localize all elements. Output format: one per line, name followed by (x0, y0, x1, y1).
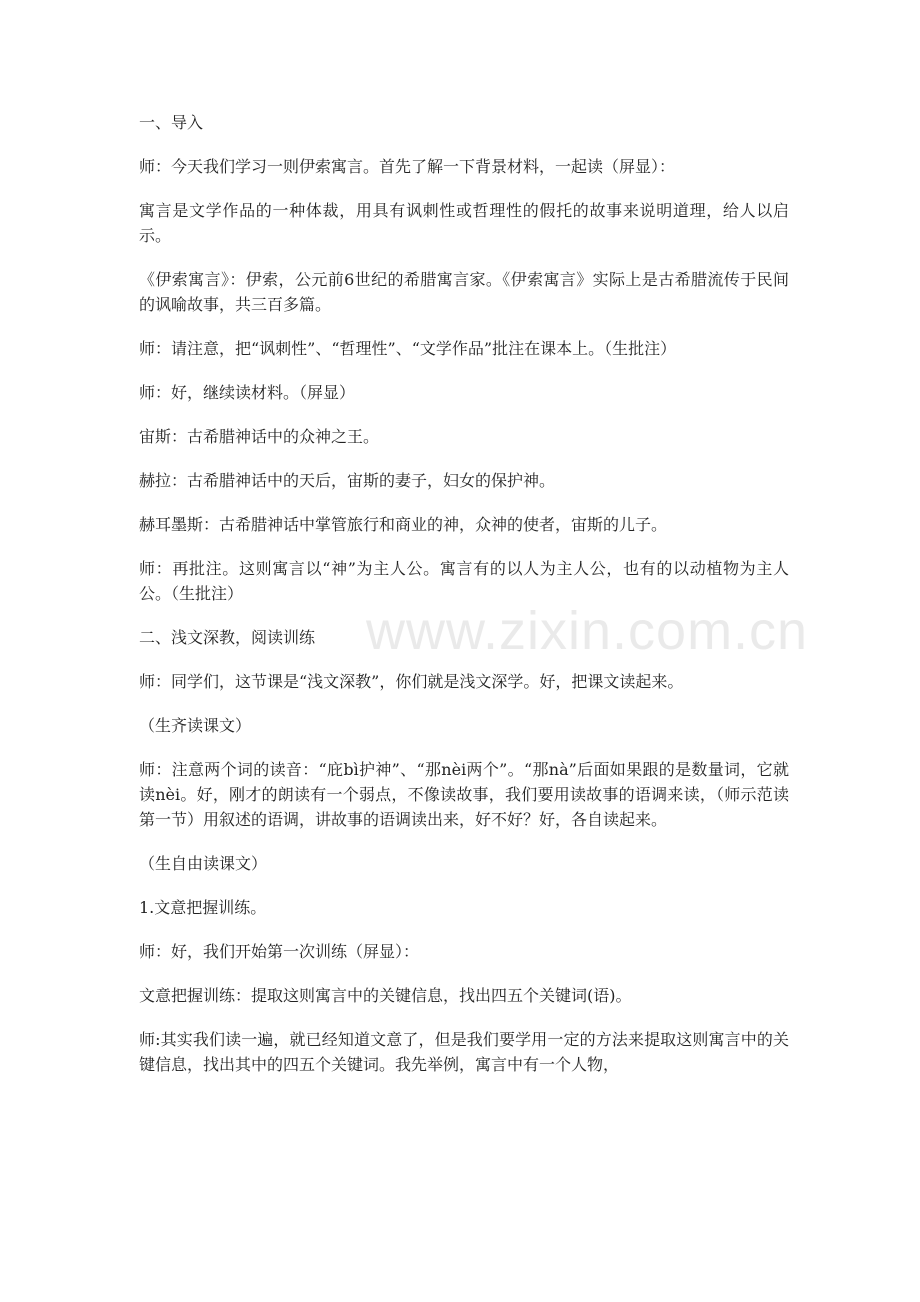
document-body (139, 110, 789, 1096)
paragraph: 师：好，继续读材料。（屏显） (139, 383, 356, 402)
paragraph: 师：好，我们开始第一次训练（屏显）： (139, 942, 420, 961)
paragraph: 文意把握训练：提取这则寓言中的关键信息，找出四五个关键词(语)。 (139, 986, 632, 1005)
subsection-heading: 1.文意把握训练。 (139, 898, 267, 917)
paragraph: 师：注意两个词的读音：“庇bì护神”、“那nèi两个”。“那nà”后面如果跟的是数量词，它就读nèi。好，刚才的朗读有一个弱点，不像读故事，我们要用读故事的语调来读，（师示范读第一节）用叙述的语调，讲故事的语调读出来，好不好？好，各自读起来。 (139, 760, 789, 829)
paragraph: 赫拉：古希腊神话中的天后，宙斯的妻子，妇女的保护神。 (139, 471, 556, 490)
paragraph: 师：同学们，这节课是“浅文深教”，你们就是浅文深学。好，把课文读起来。 (139, 672, 684, 691)
paragraph: （生齐读课文） (139, 716, 252, 735)
paragraph: （生自由读课文） (139, 854, 268, 873)
paragraph: 宙斯：古希腊神话中的众神之王。 (139, 427, 380, 446)
paragraph: 师：再批注。这则寓言以“神”为主人公。寓言有的以人为主人公，也有的以动植物为主人公。（生批注） (139, 559, 789, 603)
section-heading: 二、浅文深教，阅读训练 (139, 628, 316, 647)
section-heading: 一、导入 (139, 113, 204, 132)
paragraph: 《伊索寓言》：伊索，公元前6世纪的希腊寓言家。《伊索寓言》实际上是古希腊流传于民间的讽喻故事，共三百多篇。 (139, 270, 789, 314)
paragraph: 寓言是文学作品的一种体裁，用具有讽刺性或哲理性的假托的故事来说明道理，给人以启示。 (139, 201, 789, 245)
paragraph: 师：请注意，把“讽刺性”、“哲理性”、“文学作品”批注在课本上。（生批注） (139, 339, 677, 358)
paragraph: 师：今天我们学习一则伊索寓言。首先了解一下背景材料，一起读（屏显）： (139, 157, 676, 176)
watermark: www.zixin.com.cn (366, 601, 809, 661)
paragraph: 师:其实我们读一遍，就已经知道文意了，但是我们要学用一定的方法来提取这则寓言中的关键信息，找出其中的四五个关键词。我先举例，寓言中有一个人物， (139, 1030, 789, 1074)
paragraph: 赫耳墨斯：古希腊神话中掌管旅行和商业的神，众神的使者，宙斯的儿子。 (139, 515, 668, 534)
